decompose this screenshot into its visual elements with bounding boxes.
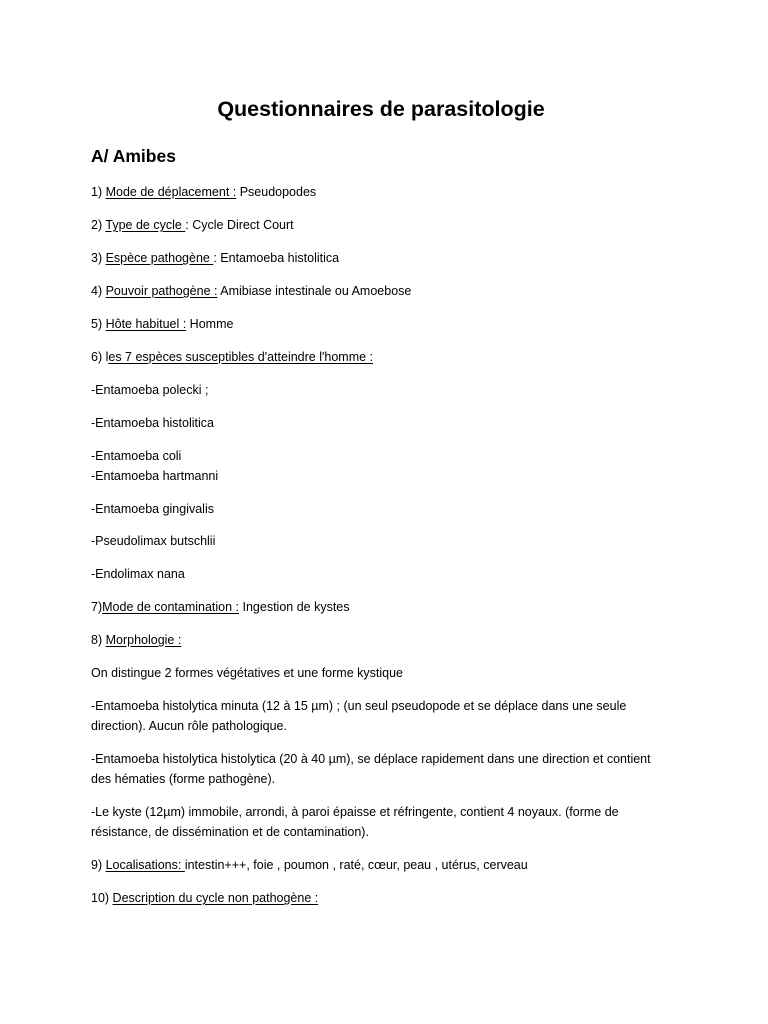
species-item: -Pseudolimax butschlii bbox=[91, 534, 216, 548]
question-label: Type de cycle bbox=[105, 218, 186, 232]
species-item: -Entamoeba polecki ; bbox=[91, 383, 209, 397]
question-10 bbox=[91, 889, 671, 909]
question-3 bbox=[91, 249, 671, 269]
question-label: es 7 espèces susceptibles d'atteindre l'homme : bbox=[108, 350, 374, 364]
question-answer: Homme bbox=[186, 317, 234, 331]
question-7 bbox=[91, 598, 671, 618]
question-answer: Pseudopodes bbox=[236, 185, 317, 199]
question-answer: : Cycle Direct Court bbox=[185, 218, 294, 232]
species-item: -Entamoeba histolitica bbox=[91, 416, 214, 430]
question-number: 1) bbox=[91, 185, 106, 199]
question-label: Description du cycle non pathogène : bbox=[112, 891, 319, 905]
question-5 bbox=[91, 315, 671, 335]
question-6 bbox=[91, 348, 671, 368]
question-number: 8) bbox=[91, 633, 106, 647]
question-number: 4) bbox=[91, 284, 106, 298]
question-number: 3) bbox=[91, 251, 106, 265]
question-9 bbox=[91, 856, 671, 876]
question-1 bbox=[91, 183, 671, 203]
question-label: Mode de déplacement : bbox=[105, 185, 237, 199]
morphology-item: -Entamoeba histolytica minuta (12 à 15 µm) ; (un seul pseudopode et se déplace dans une seule direction). Aucun rôle pathologique. bbox=[91, 699, 627, 733]
species-item: -Entamoeba hartmanni bbox=[91, 469, 219, 483]
question-number: 6) l bbox=[91, 350, 109, 364]
question-number: 7) bbox=[91, 600, 103, 614]
question-answer: Ingestion de kystes bbox=[239, 600, 350, 614]
question-label: Localisations: bbox=[105, 858, 185, 872]
question-number: 9) bbox=[91, 858, 106, 872]
morphology-intro: On distingue 2 formes végétatives et une forme kystique bbox=[91, 666, 403, 680]
document-title: Questionnaires de parasitologie bbox=[217, 97, 545, 121]
question-label: Espèce pathogène bbox=[105, 251, 214, 265]
question-label: Morphologie : bbox=[105, 633, 182, 647]
question-2 bbox=[91, 216, 671, 236]
question-number: 5) bbox=[91, 317, 106, 331]
species-item: -Endolimax nana bbox=[91, 567, 185, 581]
morphology-item: -Entamoeba histolytica histolytica (20 à 40 µm), se déplace rapidement dans une direction et contient des hématies (forme pathogène). bbox=[91, 752, 651, 786]
section-heading: A/ Amibes bbox=[91, 146, 176, 166]
question-label: Hôte habituel : bbox=[105, 317, 187, 331]
morphology-item: -Le kyste (12µm) immobile, arrondi, à paroi épaisse et réfringente, contient 4 noyaux. (forme de résistance, de dissémination et de contamination). bbox=[91, 805, 619, 839]
question-4 bbox=[91, 282, 671, 302]
question-8 bbox=[91, 631, 671, 651]
question-label: Pouvoir pathogène : bbox=[105, 284, 218, 298]
question-number: 10) bbox=[91, 891, 113, 905]
question-answer: : Entamoeba histolitica bbox=[213, 251, 340, 265]
question-answer: Amibiase intestinale ou Amoebose bbox=[217, 284, 412, 298]
question-number: 2) bbox=[91, 218, 106, 232]
question-label: Mode de contamination : bbox=[102, 600, 240, 614]
species-item: -Entamoeba gingivalis bbox=[91, 502, 214, 516]
species-item: -Entamoeba coli bbox=[91, 449, 182, 463]
question-answer: intestin+++, foie , poumon , raté, cœur, peau , utérus, cerveau bbox=[184, 858, 528, 872]
